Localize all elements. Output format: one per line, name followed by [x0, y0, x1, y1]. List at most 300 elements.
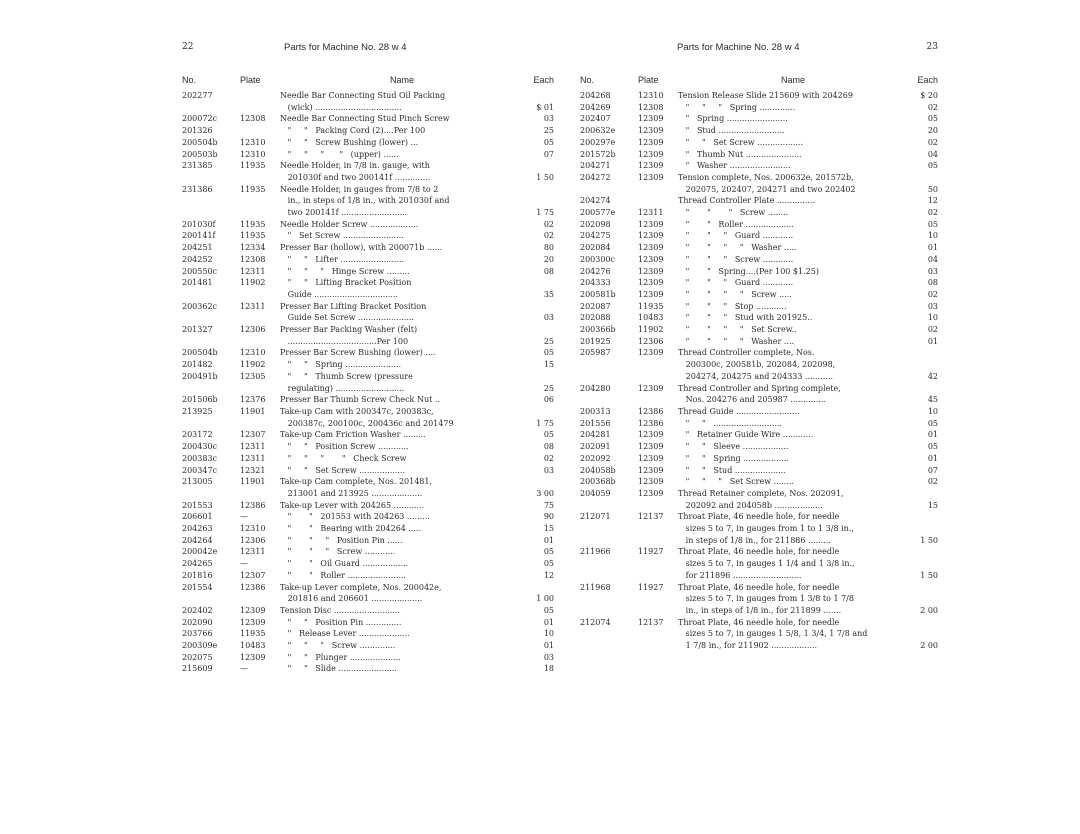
price: 01 [927, 430, 938, 440]
part-name: Throat Plate, 46 needle hole, for needle [678, 512, 840, 522]
part-name: Tension Release Slide 215609 with 204269 [678, 91, 853, 100]
part-name: " " Plunger .................... [280, 652, 401, 662]
table-row [182, 617, 554, 629]
part-number: 201816 [182, 570, 213, 580]
part-number: 202087 [580, 301, 611, 311]
table-row [580, 242, 938, 254]
price: 25 [543, 336, 554, 346]
table-row [182, 511, 554, 523]
price: 1 50 [920, 535, 938, 545]
part-name: Presser Bar Screw Bushing (lower) .... [280, 348, 436, 358]
table-row [580, 441, 938, 453]
part-name: " " " Stop ............ [678, 301, 787, 311]
price: 07 [543, 149, 554, 159]
table-row [182, 312, 554, 324]
part-number: 201481 [182, 278, 213, 288]
page-number: 22 [182, 42, 194, 52]
price: 2 00 [920, 641, 938, 651]
plate-number: 12309 [638, 442, 664, 452]
price: 08 [543, 266, 554, 276]
table-row [182, 160, 554, 172]
table-row [580, 312, 938, 324]
plate-number: — [240, 559, 248, 569]
part-name: Presser Bar (hollow), with 200071b ...... [280, 243, 443, 253]
price [908, 511, 938, 523]
part-name: 202075, 202407, 204271 and two 202402 [678, 184, 856, 194]
price: 03 [543, 313, 554, 323]
price [524, 195, 554, 207]
part-name: sizes 5 to 7, in gauges from 1 to 1 3/8 in., [678, 524, 854, 534]
table-row [182, 500, 554, 512]
part-number: 200550c [182, 266, 218, 276]
part-name: " Release Lever .................... [280, 629, 410, 639]
plate-number [240, 195, 280, 207]
price: 80 [543, 243, 554, 253]
price [908, 488, 938, 500]
table-row [182, 546, 554, 558]
part-number: 202091 [580, 442, 611, 452]
table-row [182, 336, 554, 348]
part-name: ...................................Per 100 [280, 336, 409, 346]
table-row [580, 488, 938, 500]
part-number [182, 593, 240, 605]
part-number [182, 207, 240, 219]
table-row [580, 500, 938, 512]
part-number: 200297e [580, 137, 616, 147]
part-number: 201554 [182, 582, 213, 592]
plate-number: 10483 [638, 313, 664, 323]
plate-number: 11927 [638, 582, 664, 592]
table-row [580, 195, 938, 207]
part-name: " " Spring .................. [678, 453, 789, 463]
part-name: " " " Stud with 201925.. [678, 313, 813, 323]
plate-number: 12386 [638, 418, 664, 428]
price: 01 [543, 617, 554, 627]
part-name: " " " Screw ............ [678, 254, 794, 264]
plate-number: 12309 [638, 289, 664, 299]
part-number: 204274 [580, 196, 611, 206]
table-row [182, 266, 554, 278]
part-name: Needle Holder Screw ................... [280, 219, 419, 229]
table-row [580, 617, 938, 629]
plate-number [240, 312, 280, 324]
price: $ 20 [920, 91, 938, 100]
price [908, 558, 938, 570]
table-row [580, 347, 938, 359]
table-row [182, 582, 554, 594]
part-number: 204281 [580, 430, 611, 440]
plate-number: 12308 [240, 114, 266, 124]
price [524, 324, 554, 336]
part-name: Take-up Lever complete, Nos. 200042e, [280, 582, 442, 592]
part-number: 200503b [182, 149, 218, 159]
plate-number [638, 628, 678, 640]
price: 01 [543, 641, 554, 651]
table-row [580, 546, 938, 558]
plate-number: 10483 [240, 641, 266, 651]
plate-number [638, 640, 678, 652]
price: 05 [927, 114, 938, 124]
plate-number: 12309 [638, 243, 664, 253]
part-name: Thread Guide ......................... [678, 406, 800, 416]
price [908, 383, 938, 395]
part-number: 200504b [182, 348, 218, 358]
part-name: sizes 5 to 7, in gauges 1 5/8, 1 3/4, 1 7/8 and [678, 629, 868, 639]
part-number [580, 535, 638, 547]
part-name: 201816 and 206601 .................... [280, 594, 423, 604]
price: 02 [927, 102, 938, 112]
part-name: " Thumb Nut ...................... [678, 149, 802, 159]
price [524, 301, 554, 313]
table-row [182, 394, 554, 406]
parts-list [580, 90, 938, 652]
table-row [182, 277, 554, 289]
part-name: Tension complete, Nos. 200632e, 201572b, [678, 172, 854, 182]
part-name: " " ........................... [678, 418, 783, 428]
table-row [182, 663, 554, 675]
table-row [580, 184, 938, 196]
part-name: 213001 and 213925 .................... [280, 488, 423, 498]
part-name: " " " Screw ........ [678, 208, 789, 218]
part-number [580, 500, 638, 512]
price [524, 90, 554, 102]
part-name: " " Sleeve .................. [678, 442, 789, 452]
part-number [580, 628, 638, 640]
price: 2 00 [920, 605, 938, 615]
plate-number: 12309 [638, 266, 664, 276]
price: 45 [927, 395, 938, 405]
plate-number: 12309 [638, 488, 664, 498]
plate-number [638, 558, 678, 570]
part-name: sizes 5 to 7, in gauges from 1 3/8 to 1 7/8 [678, 594, 854, 604]
table-row [580, 511, 938, 523]
table-row [182, 195, 554, 207]
price: 02 [543, 219, 554, 229]
part-name: " " Packing Cord (2)....Per 100 [280, 126, 426, 136]
part-name: " " 201553 with 204263 ......... [280, 512, 430, 522]
part-name: " " " Set Screw ........ [678, 477, 794, 487]
table-row [182, 172, 554, 184]
price: 12 [543, 570, 554, 580]
price: 05 [927, 219, 938, 229]
table-row [580, 523, 938, 535]
part-number [580, 523, 638, 535]
table-row [182, 570, 554, 582]
table-row [580, 149, 938, 161]
table-row [182, 219, 554, 231]
price [524, 277, 554, 289]
part-name: in., in steps of 1/8 in., for 211899 ....... [678, 605, 842, 615]
price: 03 [927, 301, 938, 311]
price: 42 [927, 371, 938, 381]
part-number: 200430c [182, 442, 218, 452]
part-name: Guide Set Screw ...................... [280, 313, 414, 323]
part-number [580, 394, 638, 406]
part-number: 200141f [182, 231, 216, 241]
part-number: 202084 [580, 243, 611, 253]
table-row [580, 277, 938, 289]
table-row [580, 453, 938, 465]
part-name: " " " " Check Screw [280, 453, 407, 463]
part-number: 202088 [580, 313, 611, 323]
plate-number: 12309 [638, 149, 664, 159]
price: 05 [543, 547, 554, 557]
part-name: " " " " Set Screw.. [678, 325, 797, 335]
plate-number [240, 172, 280, 184]
part-name: 200387c, 200100c, 200436c and 201479 [280, 418, 454, 428]
plate-number: — [240, 664, 248, 674]
part-number: 204058b [580, 465, 616, 475]
price: 02 [543, 453, 554, 463]
price: 01 [927, 336, 938, 346]
price: 05 [927, 442, 938, 452]
part-number [580, 359, 638, 371]
table-row [182, 418, 554, 430]
part-name: " " Spring ...................... [280, 360, 402, 370]
plate-number: 11901 [240, 477, 266, 487]
part-number: 201030f [182, 219, 216, 229]
part-number: 201925 [580, 336, 611, 346]
part-number: 204268 [580, 91, 611, 100]
part-number: 200309e [182, 641, 218, 651]
table-row [182, 324, 554, 336]
part-name: " " Lifting Bracket Position [280, 278, 412, 288]
price: 10 [927, 406, 938, 416]
price: $ 01 [536, 102, 554, 112]
table-row [182, 406, 554, 418]
part-number: 215609 [182, 664, 213, 674]
price [908, 546, 938, 558]
part-number: 200042e [182, 547, 218, 557]
part-name: in steps of 1/8 in., for 211886 ......... [678, 535, 831, 545]
part-number: 203172 [182, 430, 213, 440]
plate-number [240, 488, 280, 500]
plate-number [638, 371, 678, 383]
table-row [182, 301, 554, 313]
part-number: 200491b [182, 371, 218, 381]
part-number: 204264 [182, 535, 213, 545]
price: 05 [543, 137, 554, 147]
plate-number [240, 418, 280, 430]
plate-number: 12311 [240, 442, 266, 452]
part-number: 202407 [580, 114, 611, 124]
price: 50 [927, 184, 938, 194]
plate-number: 12309 [638, 126, 664, 136]
price: 04 [927, 254, 938, 264]
part-number: 200632e [580, 126, 616, 136]
part-name: Needle Holder, in 7/8 in. gauge, with [280, 161, 430, 171]
price [524, 406, 554, 418]
part-number: 204263 [182, 524, 213, 534]
table-row [580, 558, 938, 570]
plate-number: 11902 [240, 360, 266, 370]
plate-number: 12306 [240, 325, 266, 335]
part-name: 200300c, 200581b, 202084, 202098, [678, 360, 836, 370]
price [524, 371, 554, 383]
price: 04 [927, 149, 938, 159]
part-number: 201506b [182, 395, 218, 405]
price: 03 [543, 465, 554, 475]
part-number: 204252 [182, 254, 213, 264]
table-row [182, 254, 554, 266]
part-name: " " " Position Pin ...... [280, 535, 403, 545]
table-row [580, 230, 938, 242]
plate-number: 12309 [638, 231, 664, 241]
part-name: " Washer ........................ [678, 161, 791, 171]
plate-number: 12334 [240, 243, 266, 253]
plate-number: 12309 [638, 383, 664, 393]
price: 05 [543, 559, 554, 569]
table-row [580, 172, 938, 184]
part-name: Take-up Lever with 204265 ............ [280, 500, 425, 510]
price: 1 75 [536, 208, 554, 218]
table-row [580, 207, 938, 219]
part-number [182, 312, 240, 324]
plate-number: 11935 [240, 184, 266, 194]
part-number: 231385 [182, 161, 213, 171]
price: 10 [927, 231, 938, 241]
price: 18 [543, 664, 554, 674]
col-plate: Plate [638, 74, 659, 85]
table-row [580, 113, 938, 125]
plate-number: 11935 [240, 231, 266, 241]
part-name: " " Stud .................... [678, 465, 786, 475]
part-name: Take-up Cam with 200347c, 200383c, [280, 406, 434, 416]
plate-number: 11902 [638, 325, 664, 335]
table-row [580, 570, 938, 582]
table-row [182, 558, 554, 570]
plate-number [240, 207, 280, 219]
plate-number: 12386 [240, 500, 266, 510]
price [908, 347, 938, 359]
price: 07 [927, 465, 938, 475]
part-name: Needle Holder, in gauges from 7/8 to 2 [280, 184, 439, 194]
plate-number [638, 593, 678, 605]
plate-number [240, 383, 280, 395]
plate-number: 12309 [638, 453, 664, 463]
plate-number: 12311 [240, 547, 266, 557]
plate-number [638, 570, 678, 582]
price: 05 [543, 430, 554, 440]
price: 03 [543, 652, 554, 662]
price: 35 [543, 289, 554, 299]
part-number: 231386 [182, 184, 213, 194]
plate-number: 12310 [638, 91, 664, 100]
part-number [182, 336, 240, 348]
part-number: 204269 [580, 102, 611, 112]
part-name: " " " Screw ............ [280, 547, 396, 557]
table-row [580, 394, 938, 406]
part-name: " " Thumb Screw (pressure [280, 371, 413, 381]
table-row [580, 476, 938, 488]
price: 1 50 [536, 172, 554, 182]
part-number: 204059 [580, 488, 611, 498]
col-plate: Plate [240, 74, 261, 85]
table-row [182, 535, 554, 547]
part-number: 200300c [580, 254, 616, 264]
price: 02 [927, 325, 938, 335]
plate-number: 12307 [240, 430, 266, 440]
price: 1 75 [536, 418, 554, 428]
plate-number: 12309 [240, 605, 266, 615]
price: 05 [927, 418, 938, 428]
part-name: " " Lifter ......................... [280, 254, 405, 264]
price: 25 [543, 383, 554, 393]
col-name: Name [389, 74, 414, 85]
plate-number: 12137 [638, 512, 664, 522]
plate-number: 11935 [240, 161, 266, 171]
part-name: 202092 and 204058b ................... [678, 500, 823, 510]
plate-number: 12310 [240, 137, 266, 147]
col-each: Each [917, 74, 938, 85]
part-name: sizes 5 to 7, in gauges 1 1/4 and 1 3/8 in., [678, 559, 855, 569]
page-title: Parts for Machine No. 28 w 4 [284, 42, 407, 53]
table-row [580, 160, 938, 172]
table-row [182, 652, 554, 664]
part-name: for 211896 ........................... [678, 570, 802, 580]
part-name: Needle Bar Connecting Stud Oil Packing [280, 91, 446, 100]
part-number: 204265 [182, 559, 213, 569]
part-name: Thread Retainer complete, Nos. 202091, [678, 488, 844, 498]
price: 02 [543, 231, 554, 241]
part-number: 200581b [580, 289, 616, 299]
plate-number [638, 535, 678, 547]
price: 02 [927, 477, 938, 487]
part-name: " Retainer Guide Wire ............ [678, 430, 814, 440]
price: 15 [543, 360, 554, 370]
part-number: 213005 [182, 477, 213, 487]
table-row [182, 441, 554, 453]
plate-number: 12137 [638, 617, 664, 627]
price: 10 [927, 313, 938, 323]
part-name: " " " Hinge Screw ......... [280, 266, 410, 276]
part-name: " Spring ........................ [678, 114, 788, 124]
price [524, 582, 554, 594]
part-name: " " " Guard ............ [678, 231, 794, 241]
part-name: Throat Plate, 46 needle hole, for needle [678, 547, 840, 557]
part-number: 202090 [182, 617, 213, 627]
table-row [580, 628, 938, 640]
price [908, 593, 938, 605]
plate-number: 12311 [240, 453, 266, 463]
plate-number: 12309 [240, 617, 266, 627]
price: 05 [543, 348, 554, 358]
page-title: Parts for Machine No. 28 w 4 [677, 42, 800, 53]
plate-number: 12309 [638, 430, 664, 440]
plate-number: 12309 [240, 652, 266, 662]
table-row [182, 230, 554, 242]
table-row [580, 640, 938, 652]
table-row [182, 184, 554, 196]
price: 06 [543, 395, 554, 405]
plate-number: 12306 [638, 336, 664, 346]
part-number: 201572b [580, 149, 616, 159]
table-row [182, 476, 554, 488]
price: 01 [927, 243, 938, 253]
price: 08 [927, 278, 938, 288]
table-row [182, 113, 554, 125]
table-row [580, 593, 938, 605]
plate-number: 12309 [638, 348, 664, 358]
part-number: 202098 [580, 219, 611, 229]
part-number: 204276 [580, 266, 611, 276]
price: 05 [927, 161, 938, 171]
plate-number: 12309 [638, 161, 664, 171]
part-number: 202075 [182, 652, 213, 662]
plate-number: 12305 [240, 371, 266, 381]
part-name: " " Set Screw .................. [678, 137, 803, 147]
part-name: Thread Controller Plate ............... [678, 196, 815, 206]
